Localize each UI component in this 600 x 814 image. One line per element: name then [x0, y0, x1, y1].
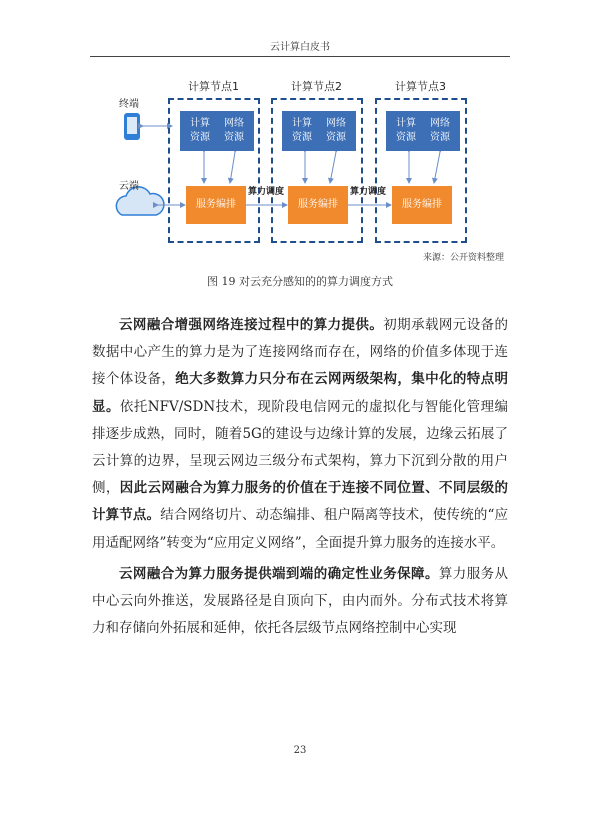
node-1-orchestration: 服务编排 [186, 186, 246, 224]
figure-caption: 图 19 对云充分感知的的算力调度方式 [207, 275, 393, 288]
figure-compute-scheduling [0, 0, 600, 300]
cloud-label: 云端 [119, 181, 139, 192]
page-header: 云计算白皮书 [90, 38, 510, 57]
node-1-network-resource: 网络 资源 [214, 111, 254, 151]
node-2-orchestration: 服务编排 [288, 186, 348, 224]
figure-source: 来源：公开资料整理 [422, 253, 504, 263]
edge-label-2: 算力调度 [350, 187, 387, 197]
terminal-label: 终端 [119, 99, 139, 110]
body-text [92, 312, 508, 642]
node-2-title: 计算节点2 [291, 80, 342, 93]
node-2-compute-resource: 计算 资源 [282, 111, 322, 151]
node-3-compute-resource: 计算 资源 [386, 111, 426, 151]
edge-label-1: 算力调度 [248, 187, 285, 197]
node-2-network-resource: 网络 资源 [316, 111, 356, 151]
node-1-title: 计算节点1 [188, 80, 239, 93]
paragraph-1: 云网融合增强网络连接过程中的算力提供。初期承载网元设备的数据中心产生的算力是为了连接网络而存在，网络的价值多体现于连接个体设备，绝大多数算力只分布在云网两级架构，集中化的特点明显。依托NFV/SDN技术，现阶段电信网元的虚拟化与智能化管理编排逐步成熟，同时，随着5G的建设与边缘计算的发展，边缘云拓展了云计算的边界，呈现云网边三级分布式架构，算力下沉到分散的用户侧，因此云网融合为算力服务的价值在于连接不同位置、不同层级的计算节点。结合网络切片、动态编排、租户隔离等技术，使传统的“应用适配网络”转变为“应用定义网络”，全面提升算力服务的连接水平。 [92, 317, 509, 551]
node-3-orchestration: 服务编排 [392, 186, 452, 224]
page-number: 23 [293, 745, 307, 756]
paragraph-2: 云网融合为算力服务提供端到端的确定性业务保障。算力服务从中心云向外推送，发展路径是自顶向下，由内而外。分布式技术将算力和存储向外拓展和延伸，依托各层级节点网络控制中心实现 [92, 565, 509, 637]
node-3-title: 计算节点3 [395, 80, 446, 93]
node-3-network-resource: 网络 资源 [420, 111, 460, 151]
node-1-compute-resource: 计算 资源 [180, 111, 220, 151]
